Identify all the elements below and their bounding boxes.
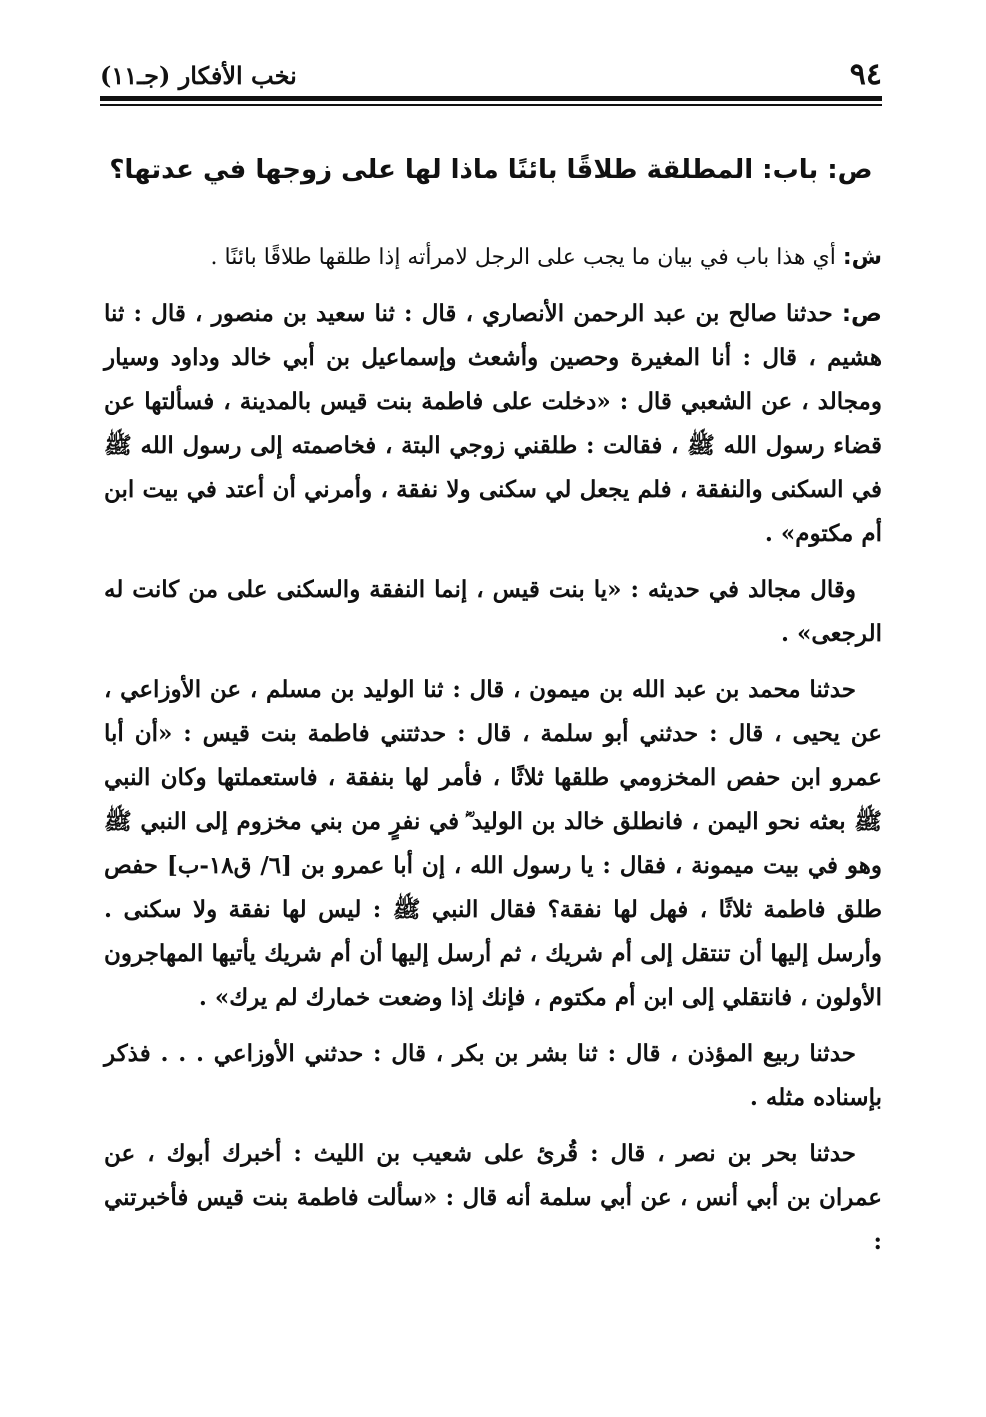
paragraph-text: حدثنا بحر بن نصر ، قال : قُرئ على شعيب بن الليث : أخبرك أبوك ، عن عمران بن أبي أنس ، عن أبي سلمة أنه قال : «سألت فاطمة بنت قيس فأخبرتني : [104, 1140, 882, 1255]
paragraph-rabi [104, 1032, 882, 1120]
paragraph-bahr [104, 1132, 882, 1264]
paragraph-commentary [104, 236, 882, 280]
body-text [104, 236, 882, 1276]
header-rule-thin [100, 104, 882, 106]
paragraph-text: حدثنا ربيع المؤذن ، قال : ثنا بشر بن بكر ، قال : حدثني الأوزاعي . . . فذكر بإسناده مثله . [104, 1040, 882, 1111]
running-head: نخب الأفكار (جـ١١) [100, 61, 297, 90]
paragraph-text: وقال مجالد في حديثه : «يا بنت قيس ، إنما النفقة والسكنى على من كانت له الرجعى» . [104, 576, 882, 647]
paragraph-hadith-main [104, 292, 882, 556]
chapter-title: ص: باب: المطلقة طلاقًا بائنًا ماذا لها على زوجها في عدتها؟ [109, 155, 873, 185]
paragraph-text: حدثنا صالح بن عبد الرحمن الأنصاري ، قال : ثنا سعيد بن منصور ، قال : ثنا هشيم ، قال : أنا المغيرة وحصين وأشعث وإسماعيل بن أبي خالد وداود وسيار ومجالد ، عن الشعبي قال : «دخلت على فاطمة بنت قيس بالمدينة ، فسألتها عن قضاء رسول الله ﷺ ، فقالت : طلقني زوجي البتة ، فخاصمته إلى رسول الله ﷺ في السكنى والنفقة ، فلم يجعل لي سكنى ولا نفقة ، وأمرني أن أعتد في بيت ابن أم مكتوم» . [104, 300, 882, 547]
page-header [100, 58, 882, 98]
paragraph-marker: ص: [841, 301, 882, 327]
paragraph-marker: ش: [842, 245, 882, 270]
header-rule-thick [100, 96, 882, 101]
paragraph-text: أي هذا باب في بيان ما يجب على الرجل لامرأته إذا طلقها طلاقًا بائنًا . [210, 245, 843, 270]
paragraph-hadith-awzai [104, 668, 882, 1020]
page-number: ٩٤ [849, 57, 882, 92]
paragraph-text: حدثنا محمد بن عبد الله بن ميمون ، قال : ثنا الوليد بن مسلم ، عن الأوزاعي ، عن يحيى ، قال : حدثني أبو سلمة ، قال : حدثتني فاطمة بنت قيس : «أن أبا عمرو ابن حفص المخزومي طلقها ثلاثًا ، فأمر لها بنفقة ، فاستعملتها وكان النبي ﷺ بعثه نحو اليمن ، فانطلق خالد بن الوليد ؓ في نفرٍ من بني مخزوم إلى النبي ﷺ وهو في بيت ميمونة ، فقال : يا رسول الله ، إن أبا عمرو بن [٦/ ق١٨-ب] حفص طلق فاطمة ثلاثًا ، فهل لها نفقة؟ فقال النبي ﷺ : ليس لها نفقة ولا سكنى . وأرسل إليها أن تنتقل إلى أم شريك ، ثم أرسل إليها أن أم شريك يأتيها المهاجرون الأولون ، فانتقلي إلى ابن أم مكتوم ، فإنك إذا وضعت خمارك لم يرك» . [104, 676, 882, 1011]
paragraph-mujalid [104, 568, 882, 656]
